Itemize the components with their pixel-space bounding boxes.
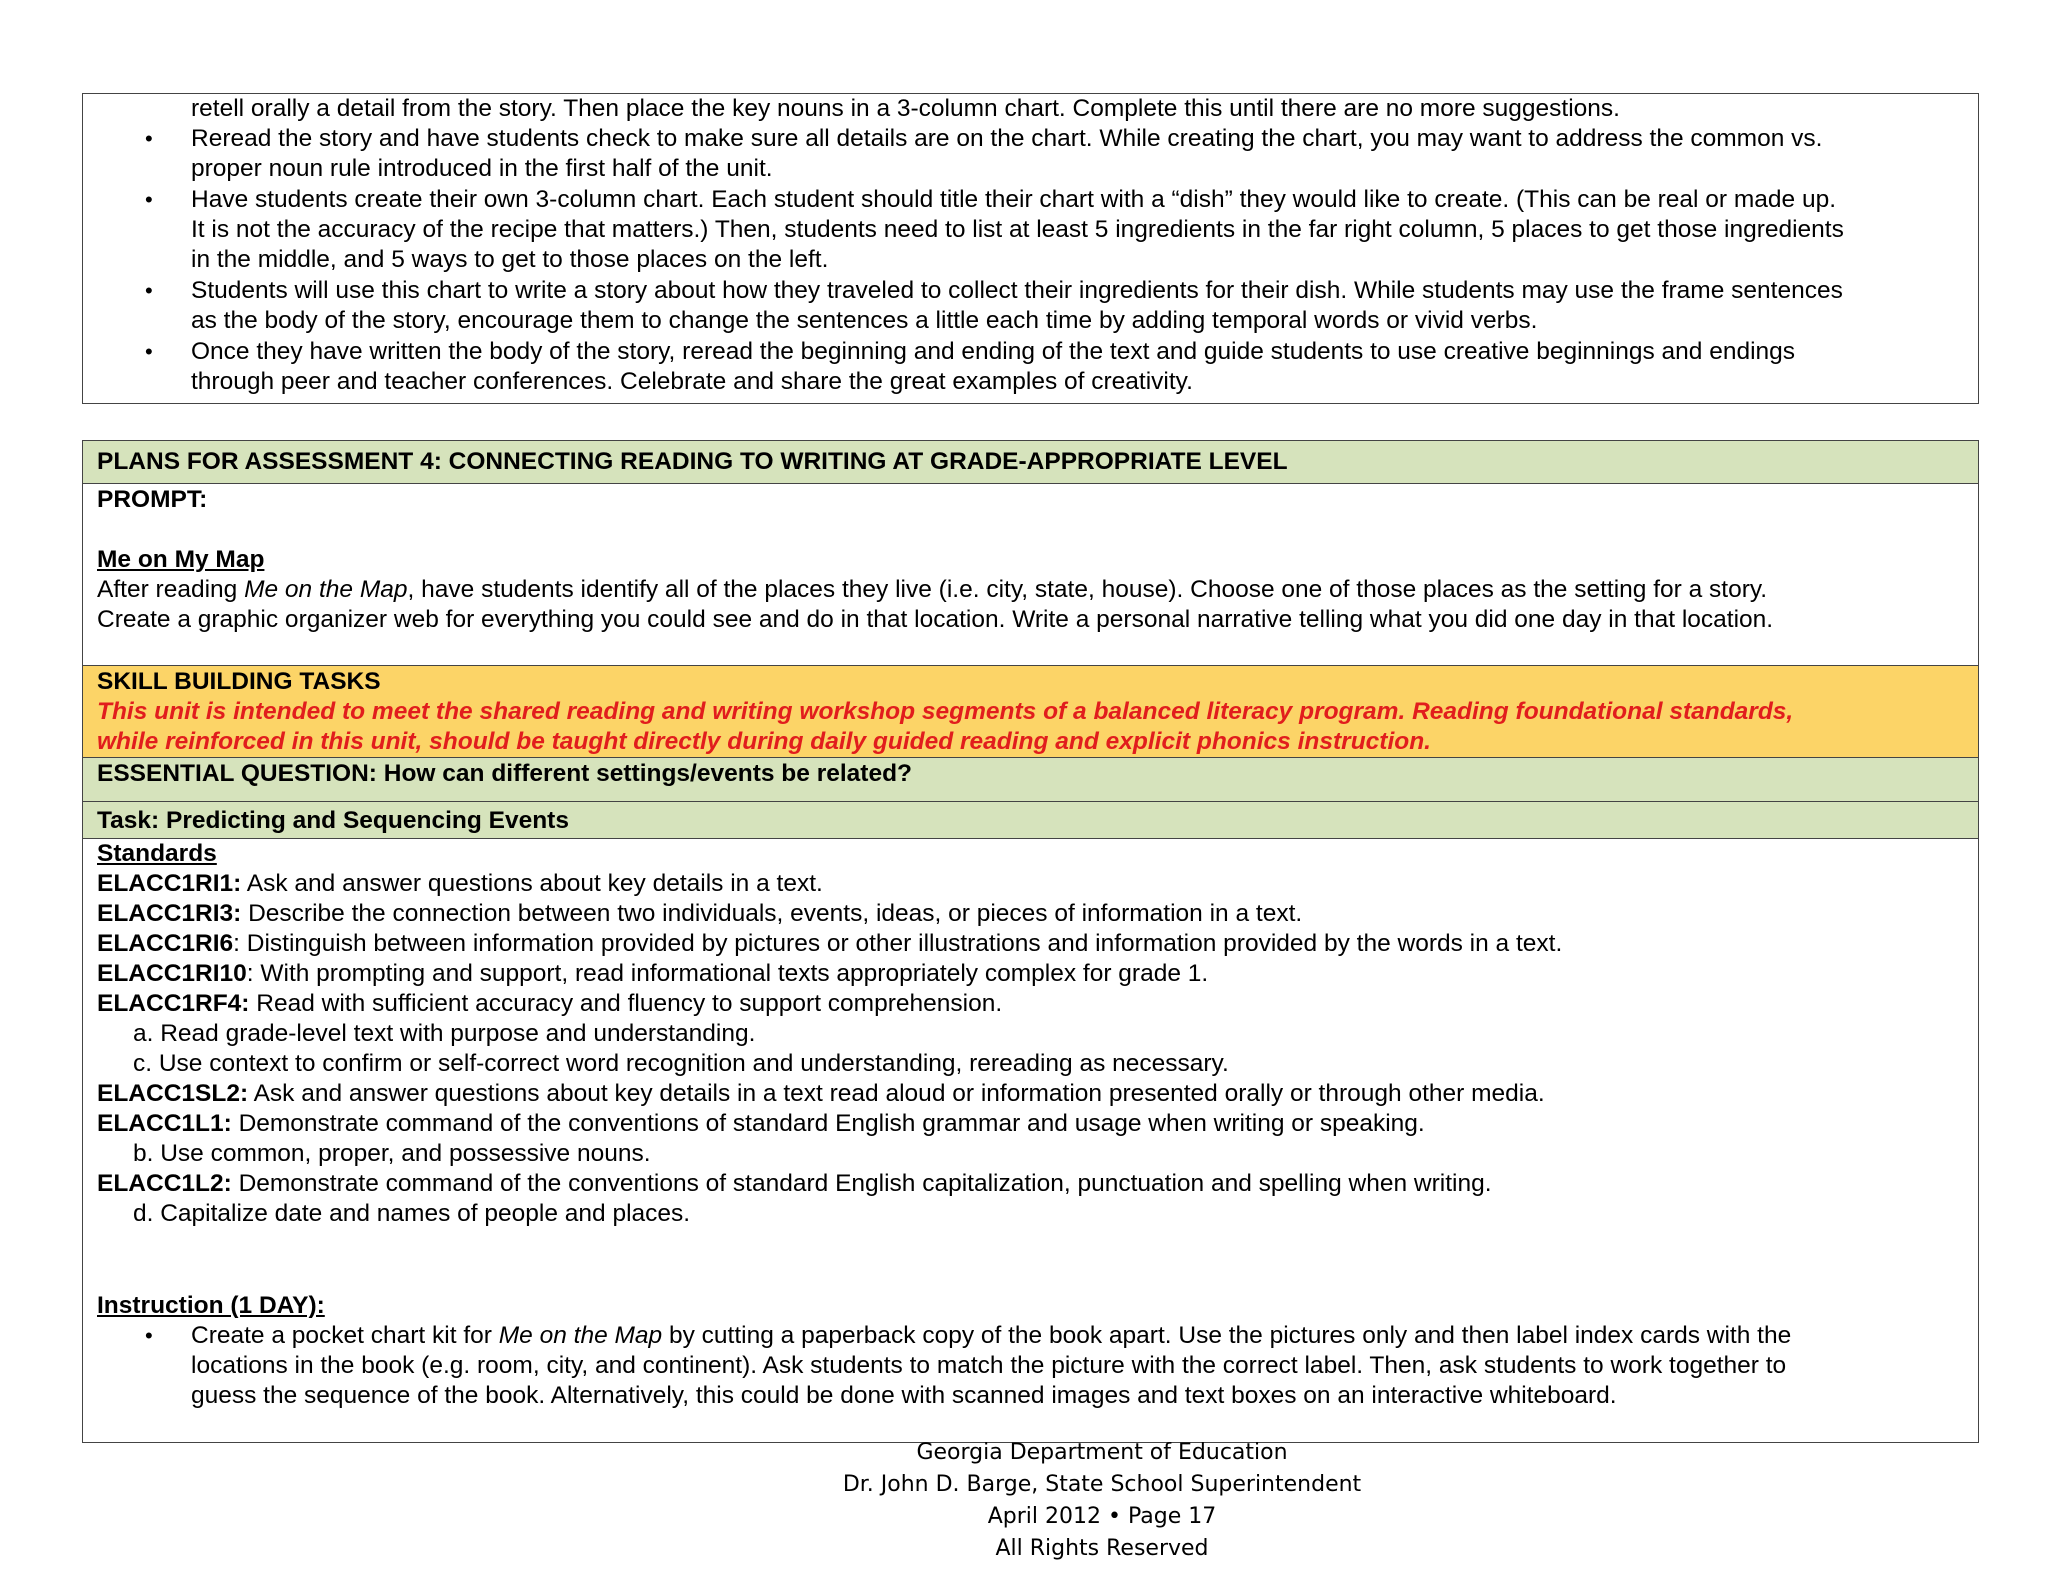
- standard-item: ELACC1RI1: Ask and answer questions about key details in a text.: [97, 870, 823, 897]
- continuation-line: retell orally a detail from the story. Then place the key nouns in a 3-column chart. Complete this until there are no more suggestions.: [191, 95, 1620, 122]
- instruction-heading: Instruction (1 DAY):: [97, 1292, 325, 1319]
- bullet-icon: •: [145, 339, 153, 364]
- skill-note-line: This unit is intended to meet the shared reading and writing workshop segments of a balanced literacy program. Reading foundational standards,: [97, 698, 1794, 725]
- bullet-item: [83, 185, 1844, 275]
- standard-item: ELACC1RI10: With prompting and support, read informational texts appropriately complex for grade 1.: [97, 960, 1209, 987]
- bullet-icon: •: [145, 278, 153, 303]
- standard-item: ELACC1RI3: Describe the connection between two individuals, events, ideas, or pieces of information in a text.: [97, 900, 1303, 927]
- skill-note-line: while reinforced in this unit, should be taught directly during daily guided reading and explicit phonics instruction.: [97, 728, 1431, 755]
- bullet-line: locations in the book (e.g. room, city, and continent). Ask students to match the picture with the correct label. Then, ask students to work together to: [191, 1352, 1787, 1379]
- standard-item: ELACC1RF4: Read with sufficient accuracy and fluency to support comprehension.: [97, 990, 1003, 1017]
- standard-subitem: b. Use common, proper, and possessive nouns.: [133, 1140, 651, 1167]
- bullet-item: [83, 124, 1822, 184]
- bullet-icon: •: [145, 126, 153, 151]
- bullet-item: [83, 1321, 1978, 1411]
- standard-subitem: d. Capitalize date and names of people and places.: [133, 1200, 691, 1227]
- prompt-section: [83, 484, 1978, 669]
- standard-subitem: a. Read grade-level text with purpose and understanding.: [133, 1020, 756, 1047]
- book-title: Me on the Map: [498, 1322, 663, 1349]
- footer-org: Georgia Department of Education: [916, 1440, 1288, 1465]
- prompt-line: After reading Me on the Map, have students identify all of the places they live (i.e. city, state, house). Choose one of those places as the setting for a story.: [97, 576, 1768, 603]
- standards-heading: Standards: [97, 840, 217, 867]
- prompt-label: PROMPT:: [97, 486, 208, 513]
- lesson-continuation-box: [82, 93, 1979, 404]
- bullet-line: Have students create their own 3-column chart. Each student should title their chart with a “dish” they would like to create. (This can be real or made up.: [191, 186, 1837, 213]
- bullet-item: [83, 337, 1795, 397]
- bullet-line: Reread the story and have students check to make sure all details are on the chart. While creating the chart, you may want to address the common vs.: [191, 125, 1823, 152]
- skill-building-title: SKILL BUILDING TASKS: [97, 668, 381, 695]
- assessment-box: [82, 440, 1979, 1443]
- bullet-line: proper noun rule introduced in the first half of the unit.: [191, 155, 773, 182]
- standard-subitem: c. Use context to confirm or self-correct word recognition and understanding, rereading as necessary.: [133, 1050, 1229, 1077]
- essential-question: ESSENTIAL QUESTION: How can different settings/events be related?: [83, 758, 1978, 801]
- bullet-line: Students will use this chart to write a story about how they traveled to collect their ingredients for their dish. While students may use the frame sentences: [191, 277, 1843, 304]
- bullet-icon: •: [145, 1323, 153, 1348]
- prompt-line: Create a graphic organizer web for everything you could see and do in that location. Write a personal narrative telling what you did one day in that location.: [97, 606, 1774, 633]
- bullet-line: Once they have written the body of the story, reread the beginning and ending of the text and guide students to use creative beginnings and endings: [191, 338, 1796, 365]
- page-footer: [78, 1437, 2048, 1565]
- prompt-title: Me on My Map: [97, 546, 265, 573]
- footer-rights: All Rights Reserved: [995, 1536, 1209, 1561]
- bullet-line: It is not the accuracy of the recipe that matters.) Then, students need to list at least 5 ingredients in the far right column, 5 places to get those ingredients: [191, 216, 1844, 243]
- instruction-section: [83, 1291, 1978, 1411]
- standard-item: ELACC1L1: Demonstrate command of the conventions of standard English grammar and usage when writing or speaking.: [97, 1110, 1425, 1137]
- footer-date-page: April 2012 • Page 17: [987, 1504, 1217, 1529]
- standard-item: ELACC1SL2: Ask and answer questions about key details in a text read aloud or information presented orally or through other media.: [97, 1080, 1545, 1107]
- bullet-line: through peer and teacher conferences. Celebrate and share the great examples of creativity.: [191, 368, 1193, 395]
- bullet-line: as the body of the story, encourage them to change the sentences a little each time by adding temporal words or vivid verbs.: [191, 307, 1538, 334]
- bullet-icon: •: [145, 187, 153, 212]
- standards-section: [83, 839, 1978, 1229]
- footer-superintendent: Dr. John D. Barge, State School Superintendent: [842, 1472, 1362, 1497]
- skill-building-section: [83, 666, 1978, 757]
- task-title: Task: Predicting and Sequencing Events: [83, 802, 1978, 838]
- spacer: [97, 515, 1978, 545]
- bullet-line: Create a pocket chart kit for Me on the Map by cutting a paperback copy of the book apart. Use the pictures only and then label index cards with the: [191, 1322, 1792, 1349]
- assessment-header: PLANS FOR ASSESSMENT 4: CONNECTING READING TO WRITING AT GRADE-APPROPRIATE LEVEL: [83, 441, 1978, 483]
- bullet-line: in the middle, and 5 ways to get to those places on the left.: [191, 246, 829, 273]
- book-title: Me on the Map: [244, 576, 408, 603]
- bullet-line: guess the sequence of the book. Alternatively, this could be done with scanned images and text boxes on an interactive whiteboard.: [191, 1382, 1617, 1409]
- bullet-item: [83, 276, 1843, 336]
- standard-item: ELACC1L2: Demonstrate command of the conventions of standard English capitalization, punctuation and spelling when writing.: [97, 1170, 1492, 1197]
- standard-item: ELACC1RI6: Distinguish between information provided by pictures or other illustrations and information provided by the words in a text.: [97, 930, 1563, 957]
